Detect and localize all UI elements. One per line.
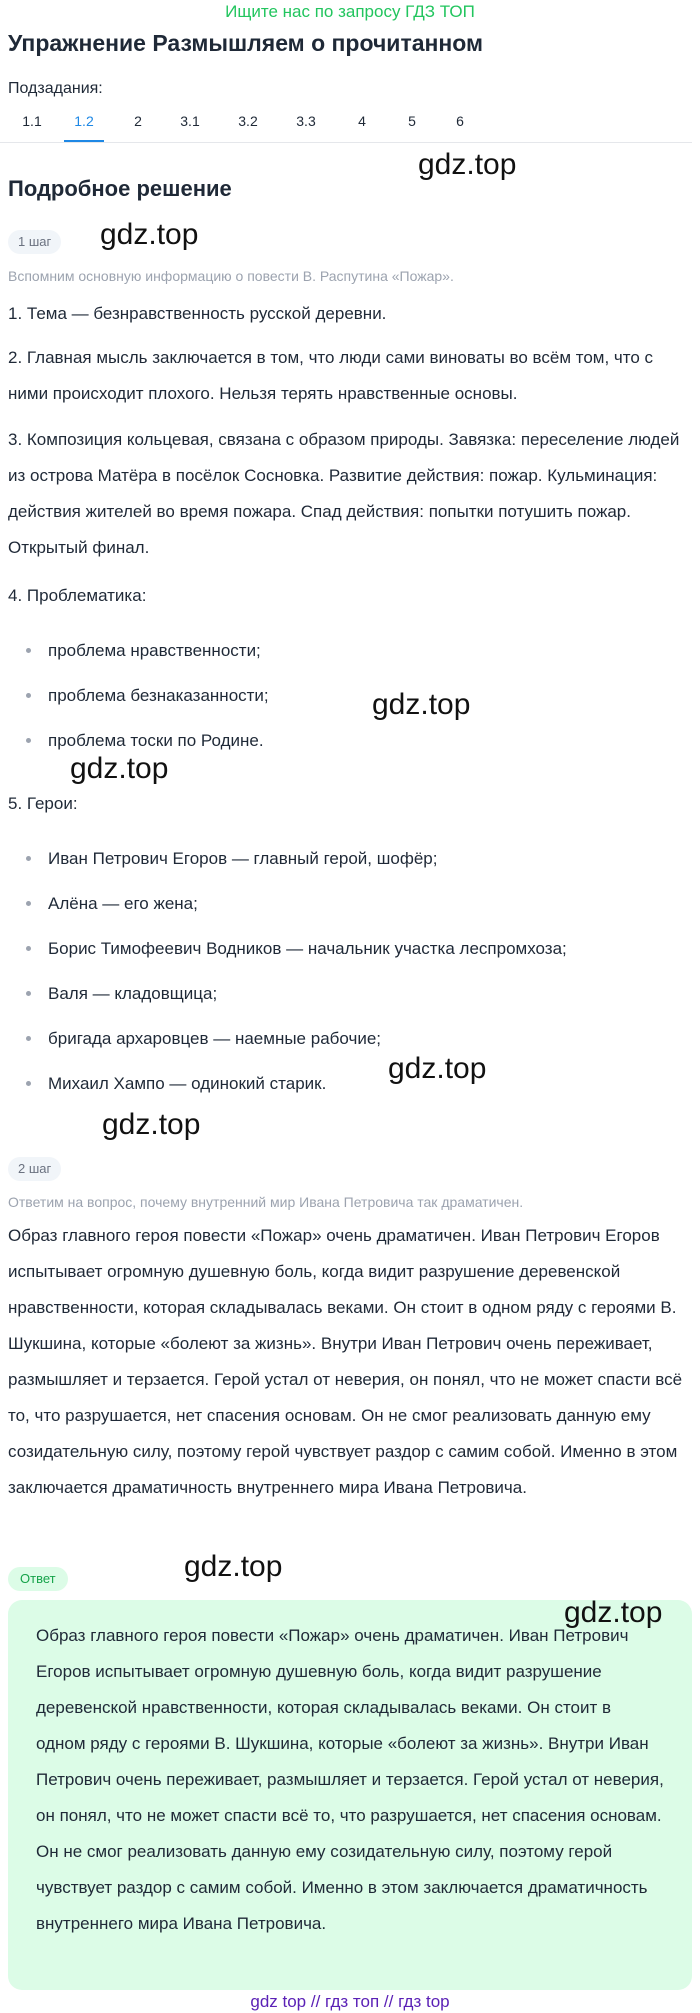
tab-4[interactable]: 4 [358, 113, 366, 129]
paragraph-composition: 3. Композиция кольцевая, связана с образом природы. Завязка: переселение людей из острова Матёра в посёлок Сосновка. Развитие действия: пожар. Кульминация: действия жителей во время пожара. Спад действия: попытки потушить пожар. Открытый финал. [8, 430, 680, 557]
footer-separator: // [379, 1992, 399, 2011]
tab-3-1[interactable]: 3.1 [180, 113, 200, 129]
footer [0, 1990, 700, 2013]
step-badge: 1 шаг [8, 230, 61, 254]
solution-heading: Подробное решение [8, 176, 232, 201]
subtasks-label: Подзадания: [8, 80, 103, 97]
tab-6[interactable]: 6 [456, 113, 464, 129]
watermark: gdz.top [102, 1108, 201, 1141]
answer-badge: Ответ [8, 1567, 68, 1591]
watermark: gdz.top [184, 1550, 283, 1583]
footer-link[interactable]: гдз top [398, 1992, 450, 2011]
step-note: Вспомним основную информацию о повести В. Распутина «Пожар». [8, 268, 454, 284]
list-item: Алёна — его жена; [8, 881, 567, 926]
paragraph-heroes-heading: 5. Герои: [8, 794, 78, 813]
tab-2[interactable]: 2 [134, 113, 142, 129]
list-item: Борис Тимофеевич Водников — начальник участка леспромхоза; [8, 926, 567, 971]
step-badge: 2 шаг [8, 1157, 61, 1181]
watermark: gdz.top [372, 688, 471, 721]
paragraph-problems-heading: 4. Проблематика: [8, 586, 147, 605]
footer-link[interactable]: gdz top [250, 1992, 307, 2011]
list-item: проблема нравственности; [8, 628, 269, 673]
tab-3-2[interactable]: 3.2 [238, 113, 258, 129]
footer-link[interactable]: гдз топ [325, 1992, 380, 2011]
list-item: Иван Петрович Егоров — главный герой, шофёр; [8, 836, 567, 881]
answer-box [8, 1600, 692, 1990]
watermark: gdz.top [70, 752, 169, 785]
step-note: Ответим на вопрос, почему внутренний мир Ивана Петровича так драматичен. [8, 1194, 524, 1210]
paragraph-drama-explanation: Образ главного героя повести «Пожар» очень драматичен. Иван Петрович Егоров испытывает огромную душевную боль, когда видит разрушение деревенской нравственности, которая складывалась веками. Он стоит в одном ряду с героями В. Шукшина, которые «болеют за жизнь». Внутри Иван Петрович очень переживает, размышляет и терзается. Герой устал от неверия, он понял, что не может спасти всё то, что разрушается, нет спасения основам. Он не смог реализовать данную ему созидательную силу, поэтому герой чувствует раздор с самим собой. Именно в этом заключается драматичность внутреннего мира Ивана Петровича. [8, 1226, 683, 1497]
list-item: проблема безнаказанности; [8, 673, 269, 718]
tab-5[interactable]: 5 [408, 113, 416, 129]
top-banner[interactable]: Ищите нас по запросу ГДЗ ТОП [225, 2, 475, 21]
watermark: gdz.top [388, 1052, 487, 1085]
list-item: Михаил Хампо — одинокий старик. [8, 1061, 567, 1106]
watermark: gdz.top [418, 148, 517, 181]
paragraph-theme: 1. Тема — безнравственность русской деревни. [8, 304, 387, 323]
paragraph-main-idea: 2. Главная мысль заключается в том, что люди сами виноваты во всём том, что с ними происходит плохого. Нельзя терять нравственные основы. [8, 348, 654, 403]
tab-1-2[interactable]: 1.2 [64, 108, 104, 142]
footer-separator: // [306, 1992, 326, 2011]
subtask-tabs [0, 108, 692, 143]
list-item: проблема тоски по Родине. [8, 718, 269, 763]
answer-text: Образ главного героя повести «Пожар» очень драматичен. Иван Петрович Егоров испытывает огромную душевную боль, когда видит разрушение деревенской нравственности, которая складывалась веками. Он стоит в одном ряду с героями В. Шукшина, которые «болеют за жизнь». Внутри Иван Петрович очень переживает, размышляет и терзается. Герой устал от неверия, он понял, что не может спасти всё то, что разрушается, нет спасения основам. Он не смог реализовать данную ему созидательную силу, поэтому герой чувствует раздор с самим собой. Именно в этом заключается драматичность внутреннего мира Ивана Петровича. [36, 1626, 664, 1933]
watermark: gdz.top [564, 1596, 663, 1629]
tab-1-1[interactable]: 1.1 [22, 113, 42, 129]
tab-3-3[interactable]: 3.3 [296, 113, 316, 129]
problems-list [8, 628, 269, 763]
list-item: Валя — кладовщица; [8, 971, 567, 1016]
list-item: бригада архаровцев — наемные рабочие; [8, 1016, 567, 1061]
watermark: gdz.top [100, 218, 199, 251]
page-title: Упражнение Размышляем о прочитанном [8, 30, 484, 56]
